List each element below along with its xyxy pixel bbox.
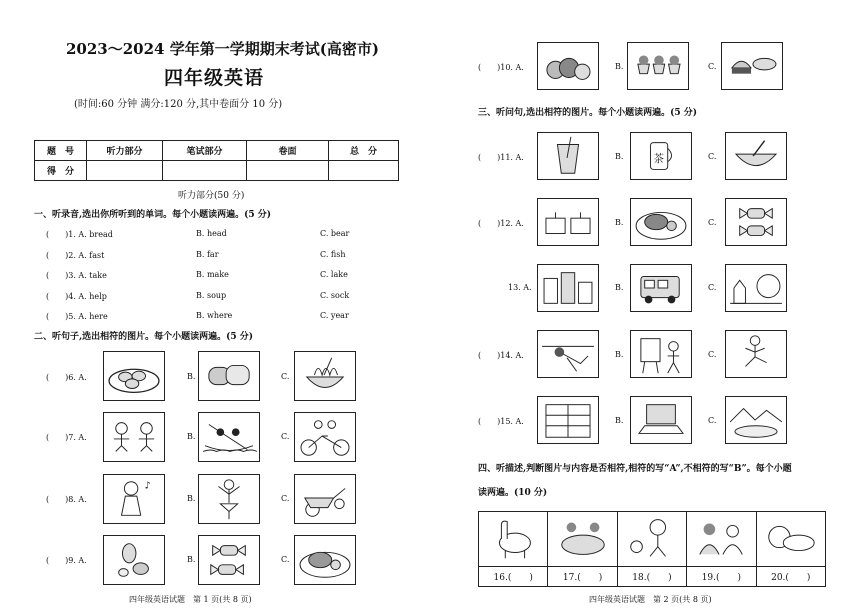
q12-pic-a-birthday-cakes[interactable] bbox=[537, 198, 599, 246]
q3-c: C. lake bbox=[320, 270, 348, 279]
q6-pic-a-mooncakes-plate[interactable] bbox=[103, 351, 165, 401]
q11-c-label: C. bbox=[708, 152, 717, 161]
q7-pic-b-rowing-boat[interactable] bbox=[198, 412, 260, 462]
score-blank-cell[interactable] bbox=[163, 161, 247, 181]
q20-answer[interactable]: 20.( ) bbox=[756, 567, 825, 587]
score-header-cell: 总 分 bbox=[329, 141, 399, 161]
q14-c-label: C. bbox=[708, 350, 717, 359]
section4-title-line1: 四、听描述,判断图片与内容是否相符,相符的写“A”,不相符的写“B”。每个小题 bbox=[478, 464, 792, 474]
q7-b-label: B. bbox=[187, 432, 196, 441]
q10-pic-a-fruits[interactable] bbox=[537, 42, 599, 90]
q9-label: ( )9. A. bbox=[46, 556, 87, 565]
q15-c-label: C. bbox=[708, 416, 717, 425]
q12-pic-b-meat-plate[interactable] bbox=[630, 198, 692, 246]
q16-answer[interactable]: 16.( ) bbox=[479, 567, 548, 587]
q13-label: 13. A. bbox=[508, 283, 532, 292]
exam-subject: 四年级英语 bbox=[164, 67, 265, 89]
q15-pic-b-computer[interactable] bbox=[630, 396, 692, 444]
exam-time-line: (时间:60 分钟 满分:120 分,其中卷面分 10 分) bbox=[74, 99, 283, 110]
q20-pic-lion[interactable] bbox=[756, 512, 825, 567]
q8-pic-a-girl-singing[interactable] bbox=[103, 474, 165, 524]
q11-pic-c-soup-bowl[interactable] bbox=[725, 132, 787, 180]
q8-pic-c-wheelbarrow[interactable] bbox=[294, 474, 356, 524]
section4-title-line2: 读两遍。(10 分) bbox=[478, 488, 548, 498]
q14-pic-c-boy-jumping[interactable] bbox=[725, 330, 787, 378]
section1-title: 一、听录音,选出你所听到的单词。每个小题读两遍。(5 分) bbox=[34, 210, 272, 220]
q17-pic-family-dinner[interactable] bbox=[548, 512, 617, 567]
q9-pic-b-candies[interactable] bbox=[198, 535, 260, 585]
q6-pic-b-cakes[interactable] bbox=[198, 351, 260, 401]
listening-title: 听力部分(50 分) bbox=[178, 191, 245, 201]
q11-pic-b-tea-mug[interactable] bbox=[630, 132, 692, 180]
svg-text:茶: 茶 bbox=[653, 152, 664, 165]
score-header-cell: 卷面 bbox=[247, 141, 329, 161]
q15-pic-c-lake-landscape[interactable] bbox=[725, 396, 787, 444]
q6-label: ( )6. A. bbox=[46, 373, 87, 382]
q13-pic-c-amusement-park[interactable] bbox=[725, 264, 787, 312]
q15-pic-a-shelves[interactable] bbox=[537, 396, 599, 444]
q9-pic-a-peanuts[interactable] bbox=[103, 535, 165, 585]
score-table bbox=[34, 140, 399, 181]
score-row-label: 得 分 bbox=[35, 161, 87, 181]
section4-picture-table bbox=[478, 511, 826, 587]
q10-pic-b-cupcakes[interactable] bbox=[627, 42, 689, 90]
q15-b-label: B. bbox=[615, 416, 624, 425]
section4-answer-row bbox=[479, 567, 826, 587]
q12-c-label: C. bbox=[708, 218, 717, 227]
q6-pic-c-noodles-bowl[interactable] bbox=[294, 351, 356, 401]
q8-pic-b-girl-dancing[interactable] bbox=[198, 474, 260, 524]
q5-b: B. where bbox=[196, 311, 233, 320]
q3-a: ( )3. A. take bbox=[46, 271, 107, 280]
q10-b-label: B. bbox=[615, 62, 624, 71]
q7-pic-a-kids-playing[interactable] bbox=[103, 412, 165, 462]
score-blank-cell[interactable] bbox=[87, 161, 163, 181]
score-header-cell: 笔试部分 bbox=[163, 141, 247, 161]
score-table-value-row bbox=[35, 161, 399, 181]
q8-b-label: B. bbox=[187, 494, 196, 503]
score-header-cell: 题 号 bbox=[35, 141, 87, 161]
q6-c-label: C. bbox=[281, 372, 290, 381]
q1-c: C. bear bbox=[320, 229, 350, 238]
q10-label: ( )10. A. bbox=[478, 63, 524, 72]
q13-c-label: C. bbox=[708, 283, 717, 292]
q14-pic-a-boy-climbing[interactable] bbox=[537, 330, 599, 378]
q19-answer[interactable]: 19.( ) bbox=[687, 567, 756, 587]
q12-label: ( )12. A. bbox=[478, 219, 524, 228]
q2-b: B. far bbox=[196, 250, 219, 259]
q14-b-label: B. bbox=[615, 350, 624, 359]
q7-c-label: C. bbox=[281, 432, 290, 441]
score-header-cell: 听力部分 bbox=[87, 141, 163, 161]
q12-b-label: B. bbox=[615, 218, 624, 227]
q15-label: ( )15. A. bbox=[478, 417, 524, 426]
q13-b-label: B. bbox=[615, 283, 624, 292]
q10-pic-c-burger-bread[interactable] bbox=[721, 42, 783, 90]
exam-title: 2023～2024 学年第一学期期末考试(高密市) bbox=[66, 40, 379, 58]
q3-b: B. make bbox=[196, 270, 229, 279]
q6-b-label: B. bbox=[187, 372, 196, 381]
score-blank-cell[interactable] bbox=[247, 161, 329, 181]
q11-b-label: B. bbox=[615, 152, 624, 161]
score-blank-cell[interactable] bbox=[329, 161, 399, 181]
svg-text:♪: ♪ bbox=[144, 480, 151, 492]
q12-pic-c-candies[interactable] bbox=[725, 198, 787, 246]
q1-b: B. head bbox=[196, 229, 227, 238]
section3-title: 三、听问句,选出相符的图片。每个小题读两遍。(5 分) bbox=[478, 108, 698, 118]
q5-c: C. year bbox=[320, 311, 349, 320]
q4-b: B. soup bbox=[196, 291, 227, 300]
footer-left: 四年级英语试题 第 1 页(共 8 页) bbox=[129, 595, 252, 604]
section2-title: 二、听句子,选出相符的图片。每个小题读两遍。(5 分) bbox=[34, 332, 254, 342]
q2-a: ( )2. A. fast bbox=[46, 251, 105, 260]
q13-pic-a-street-scene[interactable] bbox=[537, 264, 599, 312]
q14-pic-b-painting[interactable] bbox=[630, 330, 692, 378]
q4-a: ( )4. A. help bbox=[46, 292, 107, 301]
q9-b-label: B. bbox=[187, 555, 196, 564]
q10-c-label: C. bbox=[708, 62, 717, 71]
q14-label: ( )14. A. bbox=[478, 351, 524, 360]
q4-c: C. sock bbox=[320, 291, 350, 300]
q11-pic-a-juice-glass[interactable] bbox=[537, 132, 599, 180]
q18-answer[interactable]: 18.( ) bbox=[617, 567, 686, 587]
score-table-header-row bbox=[35, 141, 399, 161]
q13-pic-b-bus[interactable] bbox=[630, 264, 692, 312]
q19-pic-people-talking[interactable] bbox=[687, 512, 756, 567]
q7-pic-c-tandem-bike[interactable] bbox=[294, 412, 356, 462]
q9-c-label: C. bbox=[281, 555, 290, 564]
q7-label: ( )7. A. bbox=[46, 433, 87, 442]
q11-label: ( )11. A. bbox=[478, 153, 524, 162]
q8-label: ( )8. A. bbox=[46, 495, 87, 504]
q8-c-label: C. bbox=[281, 494, 290, 503]
q1-a: ( )1. A. bread bbox=[46, 230, 113, 239]
q18-pic-boy-football[interactable] bbox=[617, 512, 686, 567]
q17-answer[interactable]: 17.( ) bbox=[548, 567, 617, 587]
q2-c: C. fish bbox=[320, 250, 346, 259]
q16-pic-alpaca[interactable] bbox=[479, 512, 548, 567]
q5-a: ( )5. A. here bbox=[46, 312, 108, 321]
section4-picture-row bbox=[479, 512, 826, 567]
q9-pic-c-meat-plate[interactable] bbox=[294, 535, 356, 585]
footer-right: 四年级英语试题 第 2 页(共 8 页) bbox=[589, 595, 712, 604]
